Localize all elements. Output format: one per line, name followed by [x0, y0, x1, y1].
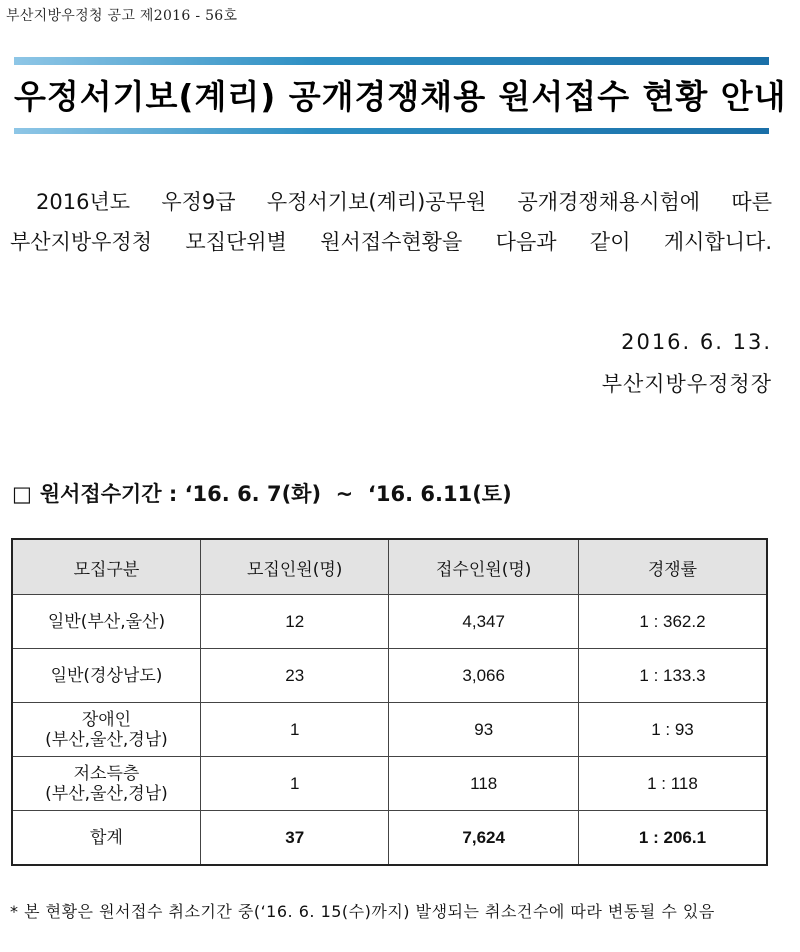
table-row [12, 757, 767, 811]
category-cell [12, 757, 200, 811]
total-recruits-cell: 37 [200, 811, 388, 866]
application-period-text: 원서접수기간 : ‘16. 6. 7(화) ~ ‘16. 6.11(토) [39, 482, 512, 506]
category-label: 장애인 [81, 709, 132, 730]
application-status-table [11, 538, 768, 866]
table-row [12, 595, 767, 649]
table-row [12, 649, 767, 703]
table-row [12, 703, 767, 757]
total-ratio-cell: 1 : 206.1 [578, 811, 767, 866]
category-cell [12, 649, 200, 703]
recruits-cell: 1 [200, 703, 388, 757]
column-header-applicants: 접수인원(명) [389, 539, 579, 595]
ratio-cell: 1 : 118 [578, 757, 767, 811]
total-label: 합계 [12, 811, 200, 866]
applicants-cell: 118 [389, 757, 579, 811]
announcement-date: 2016. 6. 13. [621, 330, 772, 354]
applicants-cell: 3,066 [389, 649, 579, 703]
recruits-cell: 1 [200, 757, 388, 811]
category-cell [12, 703, 200, 757]
square-bullet-icon: □ [12, 482, 32, 506]
column-header-ratio: 경쟁률 [578, 539, 767, 595]
applicants-cell: 93 [389, 703, 579, 757]
total-applicants-cell: 7,624 [389, 811, 579, 866]
table-total-row [12, 811, 767, 866]
ratio-cell: 1 : 93 [578, 703, 767, 757]
category-label: 일반(부산,울산) [47, 611, 166, 632]
column-header-recruits: 모집인원(명) [200, 539, 388, 595]
announcement-paragraph [10, 182, 772, 262]
table-header-row [12, 539, 767, 595]
announcement-line-2: 부산지방우정청 모집단위별 원서접수현황을 다음과 같이 게시합니다. [10, 230, 772, 254]
category-region-label: (부산,울산,경남) [45, 729, 168, 750]
notice-number: 부산지방우정청 공고 제2016 - 56호 [6, 8, 238, 24]
title-top-rule [14, 57, 769, 65]
signer: 부산지방우정청장 [601, 372, 772, 396]
applicants-cell: 4,347 [389, 595, 579, 649]
footnote: * 본 현황은 원서접수 취소기간 중(‘16. 6. 15(수)까지) 발생되는 취소건수에 따라 변동될 수 있음 [10, 902, 715, 921]
page-title: 우정서기보(계리) 공개경쟁채용 원서접수 현황 안내 [14, 77, 787, 116]
title-bottom-rule [14, 128, 769, 134]
column-header-category: 모집구분 [12, 539, 200, 595]
category-label: 저소득층 [73, 763, 140, 784]
announcement-line-1: 2016년도 우정9급 우정서기보(계리)공무원 공개경쟁채용시험에 따른 [36, 190, 772, 214]
category-region-label: (부산,울산,경남) [45, 783, 168, 804]
recruits-cell: 23 [200, 649, 388, 703]
category-label: 일반(경상남도) [50, 665, 163, 686]
application-period [12, 478, 512, 508]
recruits-cell: 12 [200, 595, 388, 649]
ratio-cell: 1 : 133.3 [578, 649, 767, 703]
ratio-cell: 1 : 362.2 [578, 595, 767, 649]
category-cell [12, 595, 200, 649]
